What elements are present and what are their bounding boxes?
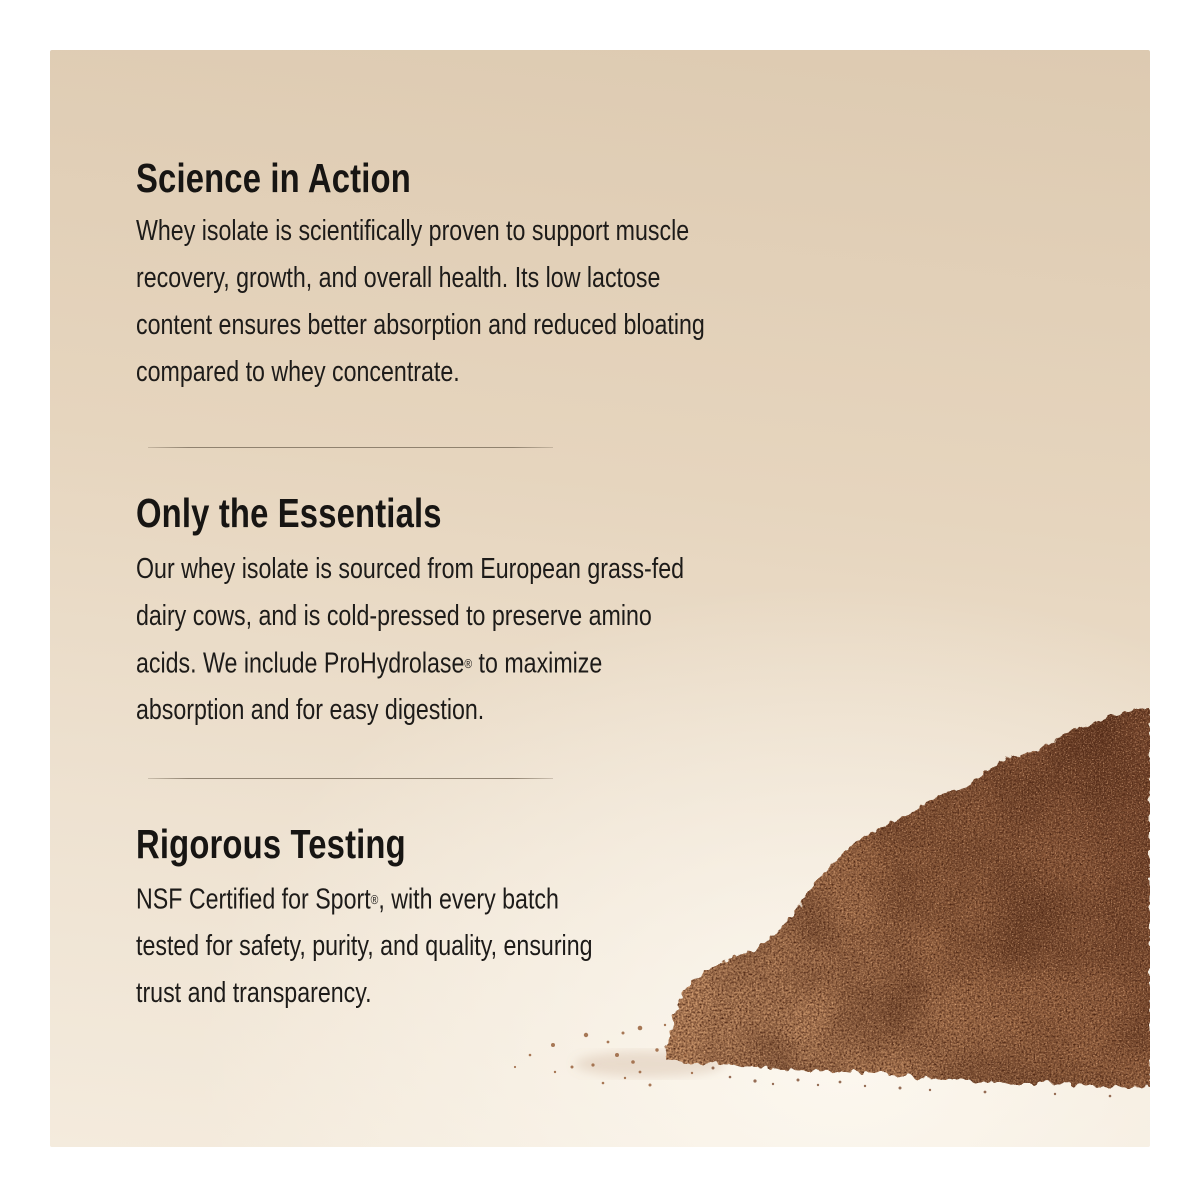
section-body <box>136 208 705 396</box>
section-heading: Science in Action <box>136 155 411 201</box>
section-divider <box>148 778 553 779</box>
panel-background <box>50 50 1150 1147</box>
body-text-line: Our whey isolate is sourced from European grass-fed <box>136 553 685 585</box>
powder-dust-shadow <box>575 1051 725 1077</box>
registered-trademark-symbol: ® <box>464 656 473 671</box>
body-text-line: Whey isolate is scientifically proven to support muscle <box>136 215 690 247</box>
registered-trademark-symbol: ® <box>370 892 379 907</box>
body-text-line: absorption and for easy digestion. <box>136 694 485 726</box>
section-body <box>136 876 593 1017</box>
body-text-line: dairy cows, and is cold-pressed to preserve amino <box>136 600 652 632</box>
section-divider <box>148 447 553 448</box>
section-body <box>136 546 684 734</box>
body-text-line: acids. We include ProHydrolase® to maximize <box>136 647 603 680</box>
body-text-line: NSF Certified for Sport®, with every batch <box>136 883 559 916</box>
section-heading: Rigorous Testing <box>136 821 406 867</box>
powder-edge-specks <box>712 1067 1112 1098</box>
powder-pile-shape <box>665 708 1150 1087</box>
body-text-line: trust and transparency. <box>136 977 372 1009</box>
body-text-line: compared to whey concentrate. <box>136 356 460 388</box>
body-text-line: recovery, growth, and overall health. Its low lactose <box>136 262 661 294</box>
section-heading: Only the Essentials <box>136 490 442 536</box>
body-text-line: content ensures better absorption and reduced bloating <box>136 309 705 341</box>
powder-specks <box>514 1024 693 1087</box>
body-text-line: tested for safety, purity, and quality, ensuring <box>136 930 593 962</box>
